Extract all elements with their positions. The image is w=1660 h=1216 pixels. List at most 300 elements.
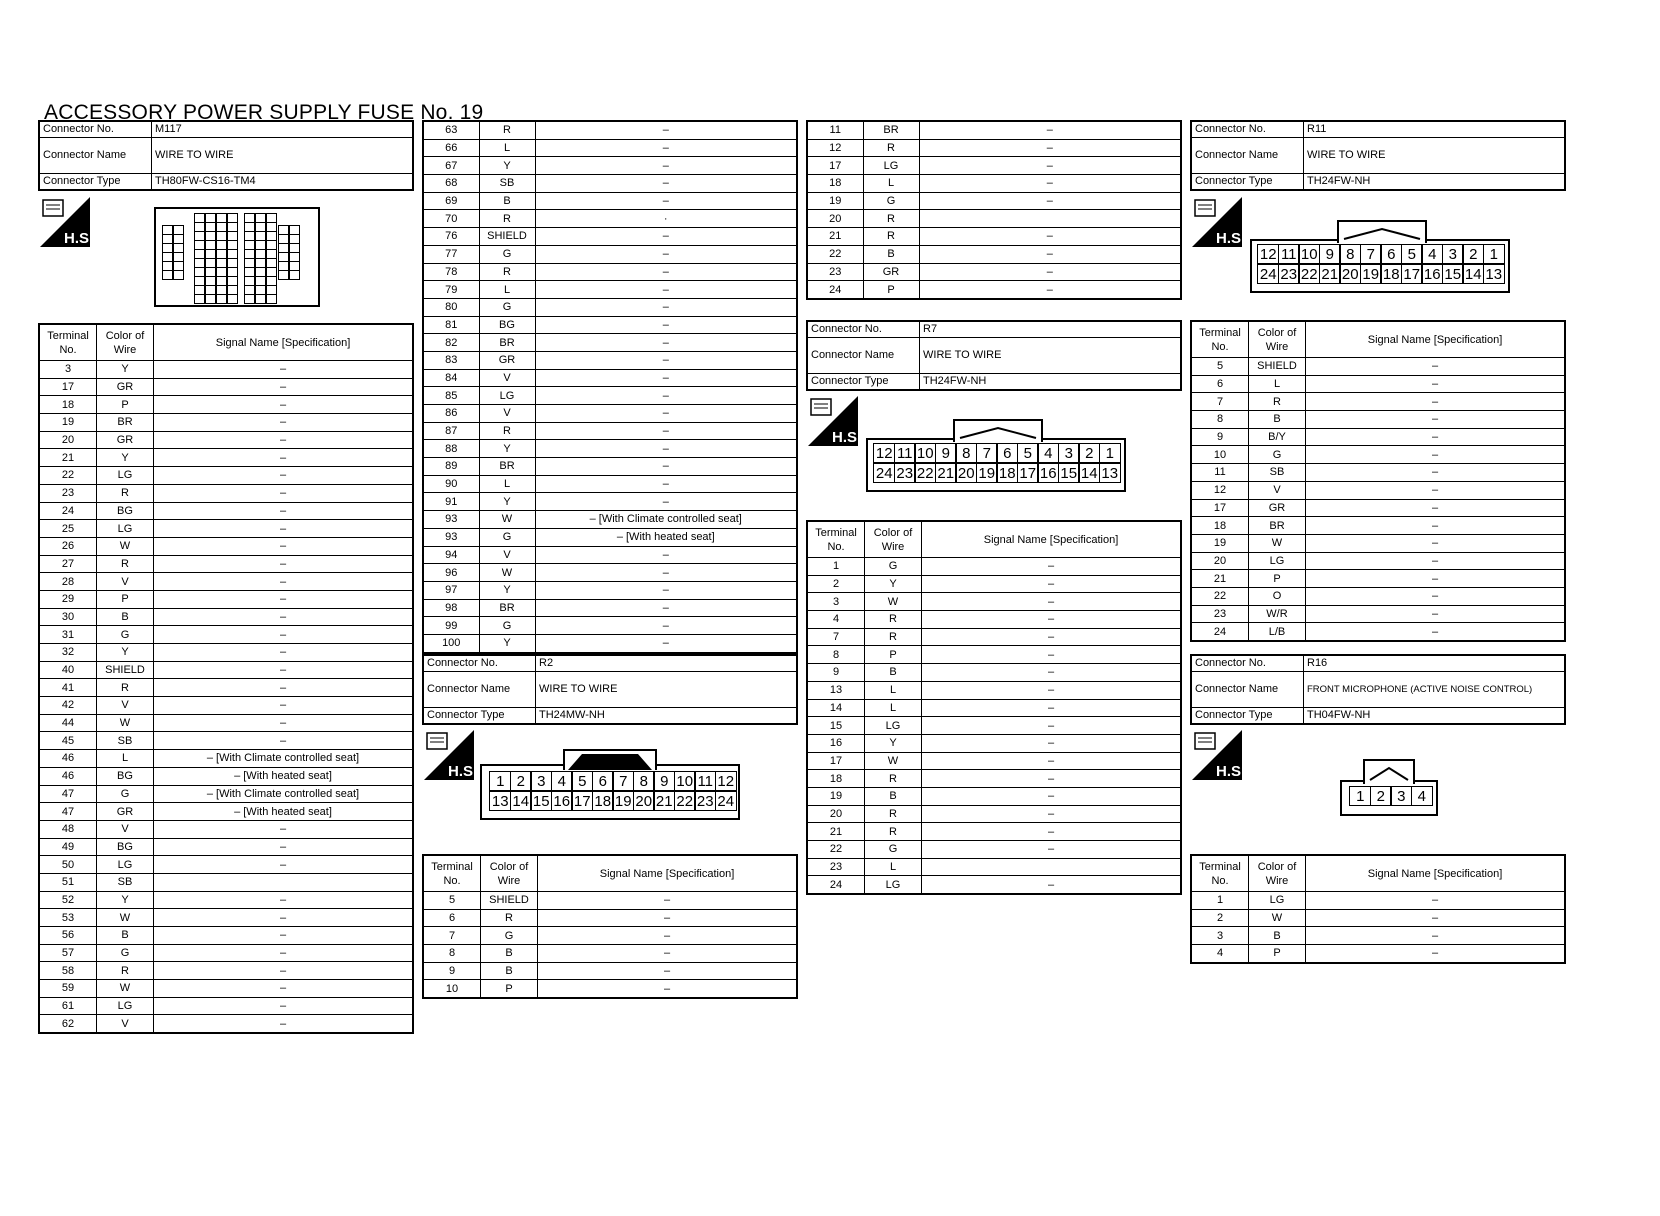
terminal-no-cell: 42 (39, 697, 97, 715)
table-row (807, 245, 1181, 263)
signal-name-cell: – (154, 361, 414, 379)
wire-color-cell: G (479, 528, 535, 546)
table-row (423, 458, 797, 476)
terminal-no-cell: 3 (807, 593, 865, 611)
table-row (39, 555, 413, 573)
connector-pin: 10 (914, 443, 936, 463)
table-row (807, 717, 1181, 735)
connector-pin: 22 (1298, 264, 1320, 284)
signal-name-cell: – (154, 449, 414, 467)
connector-pin: 11 (1278, 244, 1300, 264)
signal-name-cell: – (1306, 517, 1566, 535)
wire-color-cell: BG (479, 316, 535, 334)
table-row (807, 263, 1181, 281)
signal-name-cell: – (922, 787, 1182, 805)
wire-color-cell: BR (479, 334, 535, 352)
connector-name-value: WIRE TO WIRE (152, 138, 414, 174)
terminal-no-cell: 46 (39, 767, 97, 785)
harness-side-icon (808, 396, 862, 446)
terminal-no-cell: 5 (423, 892, 481, 910)
wire-color-cell: LG (97, 520, 154, 538)
signal-name-cell: – (922, 734, 1182, 752)
signal-name-cell: – (154, 820, 414, 838)
table-row (423, 475, 797, 493)
signal-name-cell: – (922, 841, 1182, 859)
table-row (807, 175, 1181, 193)
signal-name-cell: – (919, 263, 1181, 281)
wire-color-cell: R (479, 263, 535, 281)
connector-pin: 7 (976, 443, 998, 463)
wire-color-cell: SB (1249, 464, 1306, 482)
wire-color-cell: LG (1249, 552, 1306, 570)
connector-pin: 1 (1349, 786, 1371, 806)
terminal-no-cell: 20 (807, 805, 865, 823)
table-row (807, 646, 1181, 664)
wire-color-cell: G (479, 617, 535, 635)
signal-name-cell: – (154, 944, 414, 962)
signal-name-cell: – [With Climate controlled seat] (154, 785, 414, 803)
connector-name-value: WIRE TO WIRE (920, 338, 1182, 374)
signal-name-cell: – (919, 192, 1181, 210)
column-3 (806, 120, 1182, 891)
connector-pin: 17 (571, 791, 593, 811)
terminal-no-cell: 44 (39, 714, 97, 732)
table-row (807, 139, 1181, 157)
table-row (423, 210, 797, 228)
table-row (39, 873, 413, 891)
terminal-no-cell: 16 (807, 734, 865, 752)
wire-color-cell: L (865, 699, 922, 717)
table-row (423, 528, 797, 546)
signal-name-cell: – (1306, 411, 1566, 429)
terminal-no-cell: 58 (39, 962, 97, 980)
table-row (39, 785, 413, 803)
wire-color-cell: B (865, 664, 922, 682)
terminal-no-cell: 22 (1191, 587, 1249, 605)
connector-pin: 5 (571, 771, 593, 791)
wire-color-cell: Y (97, 644, 154, 662)
terminal-no-cell: 19 (1191, 534, 1249, 552)
wire-color-cell: Y (865, 575, 922, 593)
terminal-no-cell: 82 (423, 334, 479, 352)
terminal-no-cell: 45 (39, 732, 97, 750)
wire-color-cell: BR (97, 414, 154, 432)
table-row (423, 980, 797, 998)
signal-name-cell: – (535, 387, 797, 405)
connector-pin: 1 (1099, 443, 1121, 463)
table-row (1191, 909, 1565, 927)
table-row (39, 997, 413, 1015)
terminal-no-cell: 61 (39, 997, 97, 1015)
terminal-no-cell: 46 (39, 750, 97, 768)
connector-pin: 14 (1462, 264, 1484, 284)
terminal-no-cell: 1 (807, 558, 865, 576)
connector-pin: 2 (510, 771, 532, 791)
terminal-table-r2-continued (806, 120, 1182, 300)
connector-cavity (205, 294, 216, 304)
wire-color-cell: Y (97, 891, 154, 909)
connector-pin: 1 (489, 771, 511, 791)
terminal-no-cell: 49 (39, 838, 97, 856)
wire-color-cell: SHIELD (97, 661, 154, 679)
connector-pin: 3 (1390, 786, 1412, 806)
pin-row-bottom (490, 792, 736, 811)
wire-color-cell: BR (1249, 517, 1306, 535)
terminal-no-cell: 24 (39, 502, 97, 520)
terminal-no-cell: 57 (39, 944, 97, 962)
wire-color-cell: B (481, 962, 538, 980)
terminal-no-cell: 13 (807, 681, 865, 699)
table-row (423, 405, 797, 423)
signal-name-cell: – (535, 351, 797, 369)
pin-row-top (874, 444, 1120, 463)
terminal-no-cell: 12 (807, 139, 863, 157)
wire-color-cell: LG (1249, 892, 1306, 910)
connector-no-label: Connector No. (423, 655, 536, 672)
connector-cavity (255, 294, 266, 304)
table-row (423, 909, 797, 927)
table-row (807, 876, 1181, 894)
terminal-no-cell: 5 (1191, 358, 1249, 376)
wire-color-cell: W (97, 980, 154, 998)
signal-name-cell: – (922, 664, 1182, 682)
terminal-no-cell: 17 (807, 752, 865, 770)
signal-name-cell: – (922, 646, 1182, 664)
signal-name-cell: – (535, 634, 797, 652)
signal-name-cell: – [With heated seat] (535, 528, 797, 546)
wire-color-cell: B (97, 608, 154, 626)
signal-name-cell: – (919, 121, 1181, 139)
wire-color-cell: P (97, 396, 154, 414)
wire-color-cell: R (479, 210, 535, 228)
table-row (39, 803, 413, 821)
wire-color-cell: SB (97, 732, 154, 750)
signal-name-cell: – (154, 431, 414, 449)
table-row (423, 316, 797, 334)
terminal-no-cell: 15 (807, 717, 865, 735)
signal-name-cell: – (919, 281, 1181, 299)
terminal-no-cell: 22 (39, 467, 97, 485)
terminal-no-cell: 78 (423, 263, 479, 281)
wire-color-cell: L/B (1249, 623, 1306, 641)
table-row (807, 699, 1181, 717)
wire-color-cell: R (863, 210, 919, 228)
table-row (39, 431, 413, 449)
terminal-no-cell: 19 (807, 192, 863, 210)
signal-name-cell: – (1306, 481, 1566, 499)
wire-color-cell: W (97, 909, 154, 927)
connector-pin: 3 (1442, 244, 1464, 264)
table-row (423, 369, 797, 387)
wire-color-cell: G (863, 192, 919, 210)
terminal-no-cell: 14 (807, 699, 865, 717)
connector-pin: 23 (894, 463, 916, 483)
wire-color-cell: L (479, 475, 535, 493)
table-row (1191, 534, 1565, 552)
signal-name-cell: – (919, 139, 1181, 157)
connector-pin: 2 (1078, 443, 1100, 463)
connector-pin: 5 (1017, 443, 1039, 463)
signal-name-cell: – (154, 555, 414, 573)
connector-type-label: Connector Type (39, 174, 152, 191)
connector-cavity (162, 270, 173, 280)
signal-name-cell: – (1306, 428, 1566, 446)
signal-name-cell: – (535, 175, 797, 193)
table-row (423, 263, 797, 281)
signal-name-cell: – (535, 121, 797, 139)
table-row (807, 228, 1181, 246)
terminal-no-cell: 90 (423, 475, 479, 493)
table-row (1191, 481, 1565, 499)
signal-name-cell: – (1306, 393, 1566, 411)
wire-color-cell: B (863, 245, 919, 263)
table-row (423, 281, 797, 299)
connector-pin: 24 (1257, 264, 1279, 284)
table-row (807, 575, 1181, 593)
wire-color-cell: LG (865, 717, 922, 735)
hs-badge-text: H.S. (64, 230, 94, 247)
wire-color-cell: BG (97, 767, 154, 785)
terminal-no-cell: 17 (807, 157, 863, 175)
table-row (1191, 623, 1565, 641)
connector-pin: 3 (1058, 443, 1080, 463)
signal-name-cell: – (154, 697, 414, 715)
table-row (39, 697, 413, 715)
signal-name-cell: – (154, 537, 414, 555)
color-of-wire-header: Color of Wire (481, 855, 538, 892)
connector-pin: 6 (1380, 244, 1402, 264)
signal-name-cell: – (535, 245, 797, 263)
signal-name-cell: – (535, 157, 797, 175)
terminal-no-cell: 25 (39, 520, 97, 538)
signal-name-cell: – (1306, 623, 1566, 641)
table-row (807, 823, 1181, 841)
connector-pin: 21 (653, 791, 675, 811)
wire-color-cell: Y (479, 634, 535, 652)
wire-color-cell: G (865, 558, 922, 576)
terminal-no-cell: 22 (807, 245, 863, 263)
signal-name-cell: – (1306, 534, 1566, 552)
signal-name-cell: – (154, 679, 414, 697)
terminal-no-cell: 18 (1191, 517, 1249, 535)
terminal-no-cell: 23 (39, 484, 97, 502)
signal-name-cell: – (535, 334, 797, 352)
wire-color-cell: BG (97, 502, 154, 520)
column-2 (422, 120, 798, 995)
hs-badge-text: H.S. (832, 429, 862, 446)
signal-name-cell: – (538, 892, 798, 910)
hs-badge-text: H.S. (1216, 763, 1246, 780)
wire-color-cell: W (479, 511, 535, 529)
connector-face-m117 (154, 207, 320, 307)
table-row (39, 378, 413, 396)
connector-type-value: TH80FW-CS16-TM4 (152, 174, 414, 191)
table-row (807, 752, 1181, 770)
signal-name-cell: – (154, 396, 414, 414)
table-row (39, 891, 413, 909)
wire-color-cell: BG (97, 838, 154, 856)
connector-no-label: Connector No. (1191, 121, 1304, 138)
terminal-no-cell: 4 (807, 611, 865, 629)
terminal-no-cell: 18 (807, 770, 865, 788)
connector-pin: 9 (653, 771, 675, 791)
table-row (1191, 393, 1565, 411)
table-row (807, 858, 1181, 876)
terminal-no-cell: 53 (39, 909, 97, 927)
connector-pin: 7 (612, 771, 634, 791)
connector-lock-tab (562, 748, 658, 770)
signal-name-cell: – (154, 608, 414, 626)
wire-color-cell: R (865, 823, 922, 841)
table-row (39, 1015, 413, 1033)
connector-pin: 22 (914, 463, 936, 483)
terminal-no-cell: 59 (39, 980, 97, 998)
terminal-no-cell: 8 (423, 945, 481, 963)
wire-color-cell: G (97, 785, 154, 803)
terminal-no-cell: 56 (39, 927, 97, 945)
table-row (807, 611, 1181, 629)
terminal-no-cell: 97 (423, 581, 479, 599)
table-row (807, 787, 1181, 805)
table-row (807, 628, 1181, 646)
terminal-no-cell: 10 (423, 980, 481, 998)
wire-color-cell: Y (479, 440, 535, 458)
signal-name-cell: – (154, 927, 414, 945)
wire-color-cell: R (863, 139, 919, 157)
connector-no-value: R11 (1304, 121, 1566, 138)
terminal-no-cell: 24 (807, 281, 863, 299)
terminal-no-cell: 70 (423, 210, 479, 228)
harness-side-icon (1192, 197, 1246, 247)
table-row (39, 714, 413, 732)
signal-name-cell: – [With Climate controlled seat] (154, 750, 414, 768)
connector-lock-tab (952, 418, 1044, 442)
connector-pin: 10 (1298, 244, 1320, 264)
wire-color-cell: GR (97, 378, 154, 396)
terminal-no-cell: 68 (423, 175, 479, 193)
connector-pin: 12 (873, 443, 895, 463)
signal-name-cell: – (154, 838, 414, 856)
wire-color-cell: R (97, 555, 154, 573)
terminal-no-cell: 10 (1191, 446, 1249, 464)
wire-color-cell: B (1249, 927, 1306, 945)
terminal-no-header: Terminal No. (807, 521, 865, 558)
terminal-no-cell: 11 (1191, 464, 1249, 482)
table-row (423, 493, 797, 511)
table-row (1191, 570, 1565, 588)
signal-name-cell: – (1306, 927, 1566, 945)
wire-color-cell: L (479, 139, 535, 157)
connector-pin: 5 (1401, 244, 1423, 264)
terminal-no-cell: 7 (1191, 393, 1249, 411)
terminal-no-cell: 1 (1191, 892, 1249, 910)
table-row (1191, 499, 1565, 517)
connector-pin: 12 (1257, 244, 1279, 264)
terminal-no-cell: 8 (1191, 411, 1249, 429)
table-row (807, 593, 1181, 611)
signal-name-cell: – (154, 909, 414, 927)
connector-pin: 4 (551, 771, 573, 791)
connector-pin: 24 (715, 791, 737, 811)
connector-cavity (289, 270, 300, 280)
terminal-no-cell: 47 (39, 803, 97, 821)
signal-name-cell: – (1306, 358, 1566, 376)
connector-pin: 16 (1421, 264, 1443, 284)
signal-name-header: Signal Name [Specification] (1306, 321, 1566, 358)
column-1 (38, 120, 414, 1034)
connector-pin: 21 (1319, 264, 1341, 284)
table-row (423, 546, 797, 564)
terminal-no-cell: 6 (1191, 375, 1249, 393)
signal-name-cell: – (538, 962, 798, 980)
terminal-no-cell: 19 (39, 414, 97, 432)
signal-name-cell: – (154, 661, 414, 679)
terminal-no-cell: 88 (423, 440, 479, 458)
terminal-table-r2 (422, 854, 798, 999)
connector-type-label: Connector Type (423, 708, 536, 725)
signal-name-cell: – (154, 644, 414, 662)
table-row (39, 944, 413, 962)
terminal-no-cell: 7 (807, 628, 865, 646)
connector-info-r16 (1190, 654, 1566, 725)
wire-color-cell: R (481, 909, 538, 927)
table-row (423, 634, 797, 652)
wire-color-cell: R (97, 679, 154, 697)
connector-lock-tab (1362, 758, 1416, 784)
signal-name-cell: – (154, 714, 414, 732)
connector-pin: 9 (935, 443, 957, 463)
table-row (423, 334, 797, 352)
table-row (423, 564, 797, 582)
terminal-no-cell: 11 (807, 121, 863, 139)
terminal-no-cell: 21 (39, 449, 97, 467)
signal-name-cell: – (922, 770, 1182, 788)
connector-name-value: WIRE TO WIRE (1304, 138, 1566, 174)
table-row (1191, 446, 1565, 464)
signal-name-cell: – (535, 546, 797, 564)
table-row (39, 590, 413, 608)
wire-color-cell: G (1249, 446, 1306, 464)
connector-pin: 13 (1099, 463, 1121, 483)
signal-name-cell: – (535, 599, 797, 617)
terminal-no-cell: 19 (807, 787, 865, 805)
signal-name-cell: – (154, 378, 414, 396)
wire-color-cell: Y (479, 581, 535, 599)
signal-name-cell: – (1306, 446, 1566, 464)
terminal-no-cell: 76 (423, 228, 479, 246)
table-row (423, 945, 797, 963)
connector-cavity (244, 294, 255, 304)
connector-pin: 2 (1370, 786, 1392, 806)
connector-type-label: Connector Type (807, 374, 920, 391)
harness-side-icon (424, 730, 478, 780)
table-row (1191, 464, 1565, 482)
signal-name-cell: – (1306, 375, 1566, 393)
signal-name-cell: · (535, 210, 797, 228)
wire-color-cell: BR (863, 121, 919, 139)
terminal-no-cell: 2 (807, 575, 865, 593)
signal-name-cell (922, 858, 1182, 876)
connector-pin: 8 (1339, 244, 1361, 264)
connector-type-value: TH04FW-NH (1304, 708, 1566, 725)
connector-pin: 13 (1483, 264, 1505, 284)
wire-color-cell: L (1249, 375, 1306, 393)
connector-name-label: Connector Name (423, 672, 536, 708)
terminal-no-cell: 9 (1191, 428, 1249, 446)
table-row (1191, 587, 1565, 605)
table-row (39, 608, 413, 626)
terminal-no-cell: 21 (807, 823, 865, 841)
